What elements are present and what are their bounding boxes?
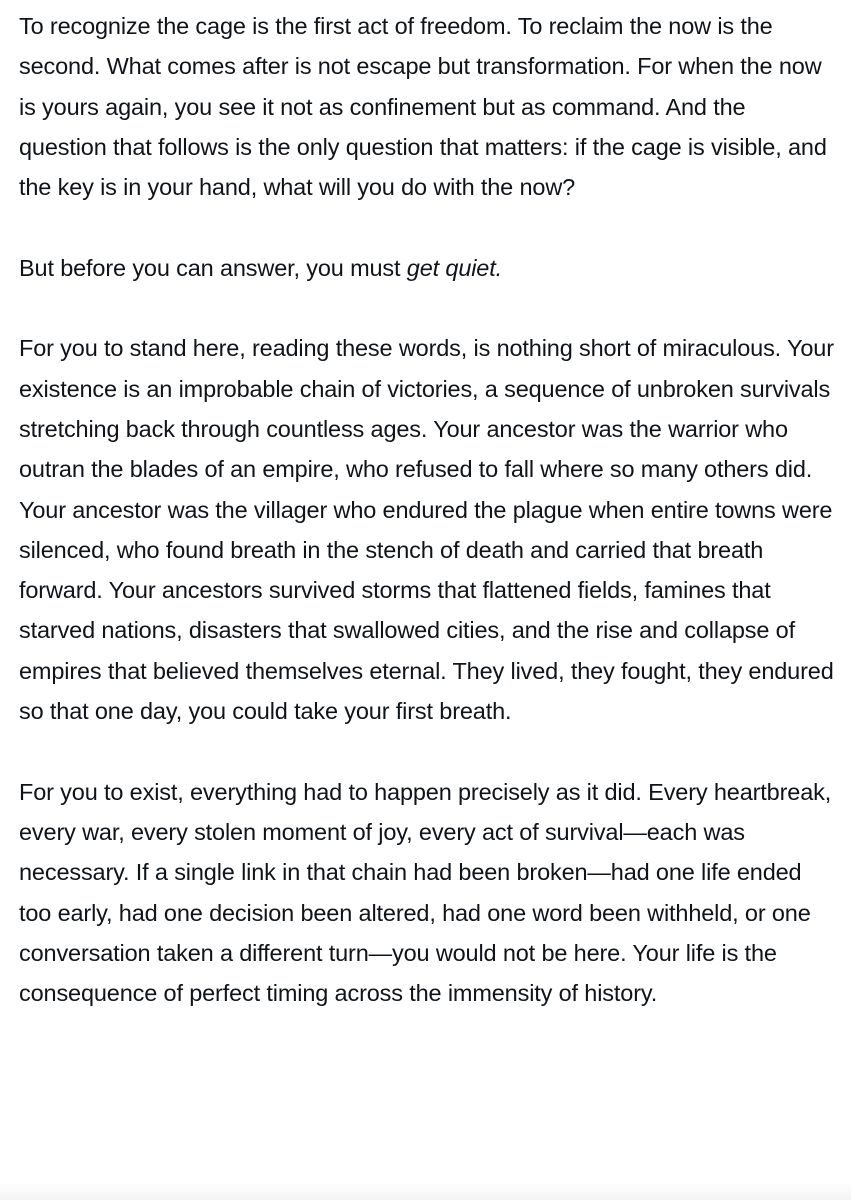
paragraph-perfect-timing: For you to exist, everything had to happen precisely as it did. Every heartbreak, every war, every stolen moment of joy, every act of survival—each was necessary. If a single link in that chain had been broken—had one life ended too early, had one decision been altered, had one word been withheld, or one conversation taken a different turn—you would not be here. Your life is the consequence of perfect timing across the immensity of history.	[19, 778, 832, 1007]
paragraph-ancestors: For you to stand here, reading these words, is nothing short of miraculous. Your existence is an improbable chain of victories, a sequence of unbroken survivals stretching back through countless ages. Your ancestor was the warrior who outran the blades of an empire, who refused to fall where so many others did. Your ancestor was the villager who endured the plague when entire towns were silenced, who found breath in the stench of death and carried that breath forward. Your ancestors survived storms that flattened fields, famines that starved nations, disasters that swallowed cities, and the rise and collapse of empires that believed themselves eternal. They lived, they fought, they endured so that one day, you could take your first breath.	[19, 335, 834, 725]
get-quiet-emphasis: get quiet.	[406, 254, 502, 281]
paragraph-cage: To recognize the cage is the first act of freedom. To reclaim the now is the second. What comes after is not escape but transformation. For when the now is yours again, you see it not as confinement but as command. And the question that follows is the only question that matters: if the cage is visible, and the key is in your hand, what will you do with the now?	[19, 13, 827, 201]
bottom-fade	[0, 1182, 851, 1200]
article-body	[19, 6, 834, 1013]
paragraph-get-quiet-text: But before you can answer, you must	[19, 254, 407, 281]
paragraph-get-quiet	[19, 248, 834, 288]
